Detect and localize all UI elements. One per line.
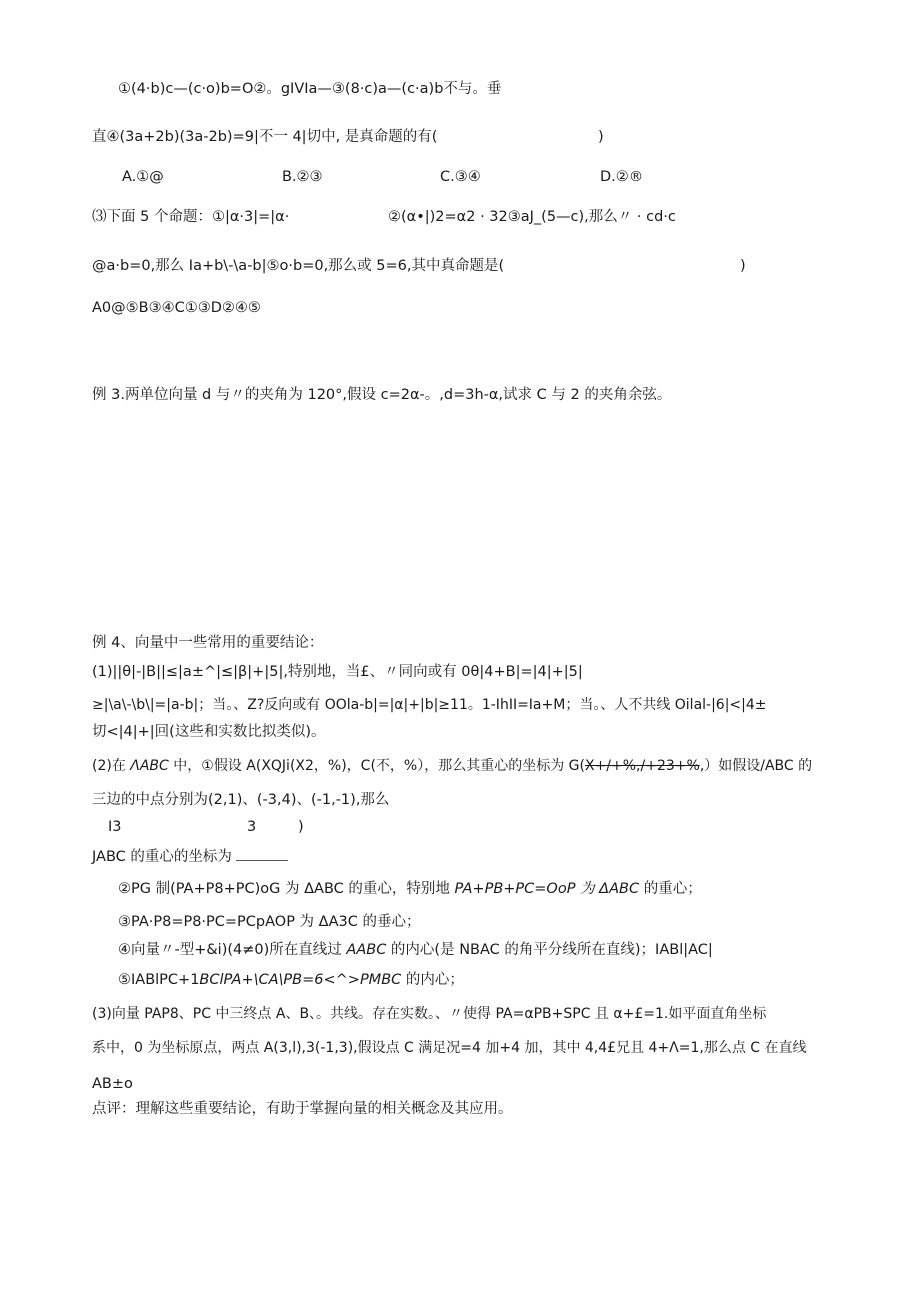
p1-option-c: C.③④ [440,169,481,185]
ex4-item2 [118,879,702,899]
ex4-centroid-label: JABC 的重心的坐标为 [92,849,232,865]
ex4-frac-a: I3 [108,819,122,835]
ex4-c2-struck: X+/+%,/+23+% [584,758,700,774]
ex4-item5 [118,970,464,990]
ex4-item5c: 的内心； [401,972,464,988]
ex4-c2-line3 [92,846,288,867]
ex4-c2-triangle: ΛABC [130,758,169,774]
p1-line2: 直④(3a+2b)(3a-2b)=9|不一 4|切中, 是真命题的有( [92,129,438,145]
ex4-c1-line2: ≥|\a\-\b\|=|a-b|；当。、Z?反向或有 OOla-b|=|α|+|b|≥11。1-IhII=Ia+M；当。、人不共线 Oilal-|6|<|4± [92,697,767,713]
ex4-item5b: BClPA+\CA\PB=6<^>PMBC [199,972,402,988]
ex4-c2-line2: 三边的中点分别为(2,1)、(-3,4)、(-1,-1),那么 [92,792,390,808]
ex4-item2c: 的重心； [639,881,702,897]
ex4-c3-line2: 系中，0 为坐标原点，两点 A(3,l),3(-1,3),假设点 C 满足况=4 加+4 加，其中 4,4£兄且 4+Λ=1,那么点 C 在直线 [92,1040,807,1056]
ex4-c1-line1: (1)||θ|-|B||≤|a±^|≤|β|+|5|,特别地，当£、〃同向或有 0θ|4+B|=|4|+|5| [92,664,583,680]
ex4-c2-mid: 中，①假设 A(XQJi(X2，%)，C(不，%），那么其重心的坐标为 G( [168,758,585,774]
ex4-comment: 点评：理解这些重要结论，有助于掌握向量的相关概念及其应用。 [92,1101,513,1117]
ex4-item4 [118,940,713,960]
ex4-c3-line1: (3)向量 PAP8、PC 中三终点 A、B、。共线。存在实数。、〃使得 PA=αPB+SPC 且 α+£=1.如平面直角坐标 [92,1006,767,1022]
ex4-item4c: 的内心(是 NBAC 的角平分线所在直线)；IABl|AC| [386,942,713,958]
ex4-item3: ③PA·P8=P8·PC=PCpAOP 为 ΔA3C 的垂心； [118,914,421,930]
p1-option-d: D.②® [600,169,644,185]
ex4-item4b: AABC [346,942,387,958]
p2-answers: A0@⑤B③④C①③D②④⑤ [92,300,261,316]
ex4-c2-end: ,）如假设/ABC 的 [699,758,813,774]
p1-line1: ①(4·b)c—(c·o)b=O②。gIVIa—③(8·c)a—(c·a)b不与。垂 [118,81,502,97]
ex4-item4a: ④向量〃-型+&i)(4≠0)所在直线过 [118,942,347,958]
p2-line2-close: ) [740,258,746,274]
p2-line2: @a·b=0,那么 Ia+b\-\a-b|⑤o·b=0,那么或 5=6,其中真命题是( [92,258,505,274]
p2-line1a: ⑶下面 5 个命题：①|α·3|=|α· [92,209,290,225]
ex4-frac-c: ) [298,819,304,835]
ex4-c3-line3: AB±o [92,1076,133,1092]
p2-line1b: ②(α•|)2=α2 · 32③aJ_(5—c),那么〃 · cd·c [388,209,676,225]
ex4-item5a: ⑤IABlPC+1 [118,972,200,988]
ex4-c2-line1 [92,756,812,776]
example4-title: 例 4、向量中一些常用的重要结论： [92,635,324,651]
p1-line2-close: ) [598,129,604,145]
p1-option-a: A.①@ [122,169,164,185]
ex4-item2a: ②PG 制(PA+P8+PC)oG 为 ΔABC 的重心，特别地 [118,881,455,897]
ex4-item2b: PA+PB+PC=OoP 为 ΔABC [454,881,640,897]
ex4-frac-b: 3 [247,819,257,835]
ex4-c2-prefix: (2)在 [92,758,131,774]
ex4-c1-line3: 切<|4|+|回(这些和实数比拟类似)。 [92,724,326,740]
example3-text: 例 3.两单位向量 d 与〃的夹角为 120°,假设 c=2α-。,d=3h-α,试求 C 与 2 的夹角余弦。 [92,387,672,403]
p1-option-b: B.②③ [282,169,323,185]
answer-blank [236,846,288,861]
